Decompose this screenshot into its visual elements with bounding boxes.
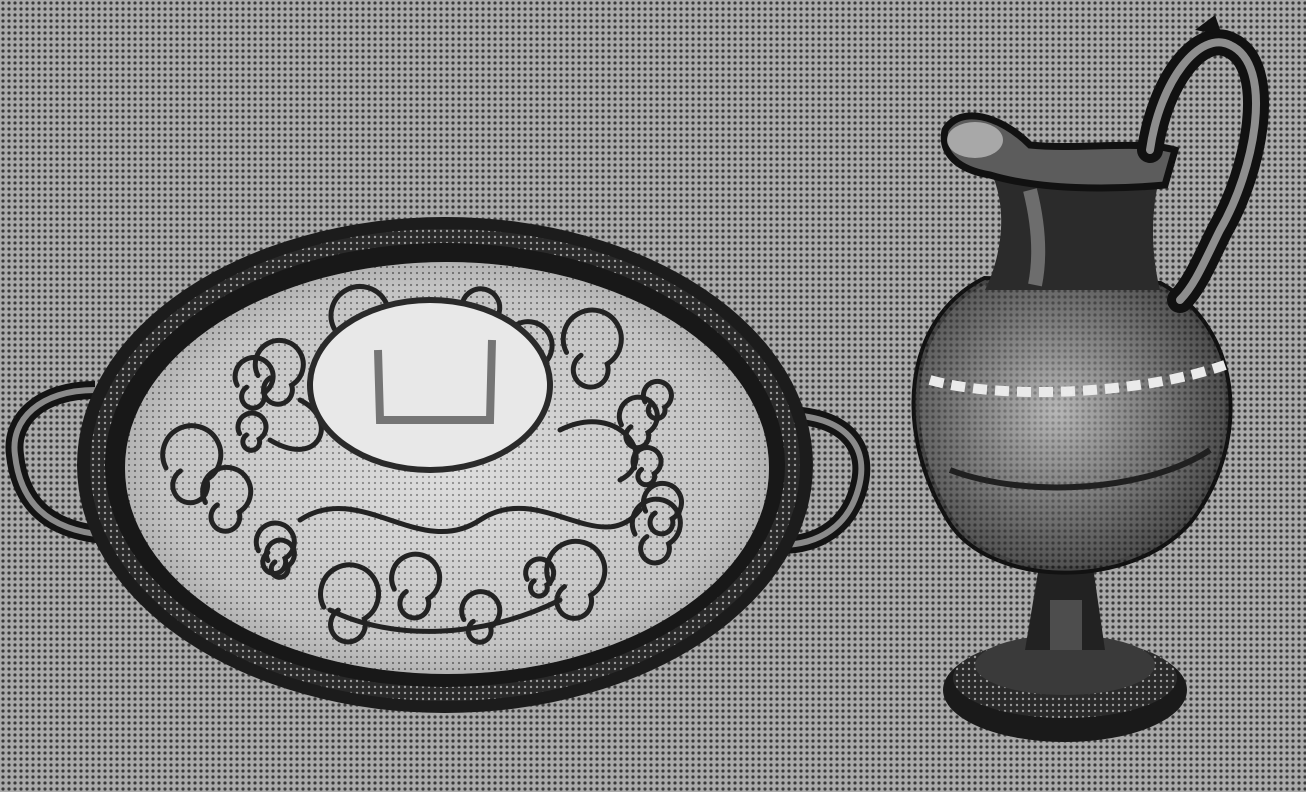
tray-cartouche — [310, 300, 550, 470]
